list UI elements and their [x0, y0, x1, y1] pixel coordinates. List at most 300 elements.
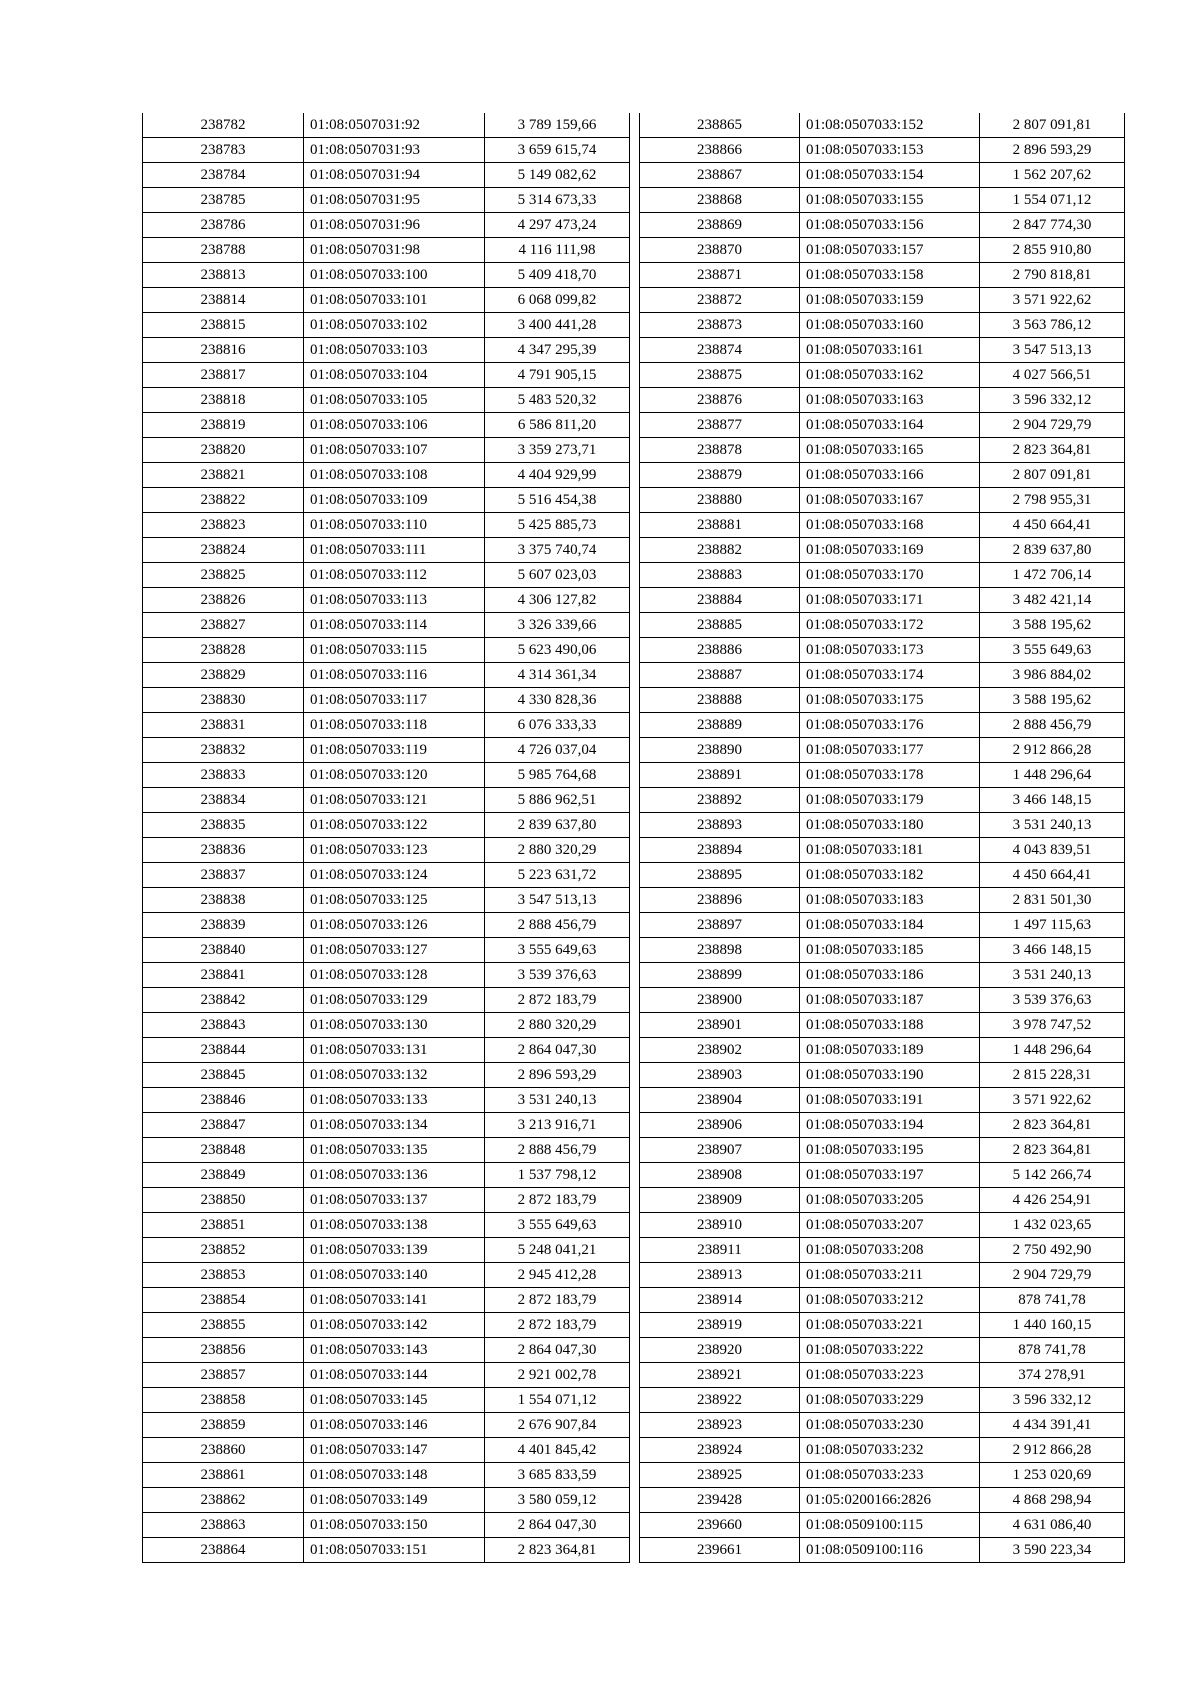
row-number-cell: 238823	[143, 513, 304, 538]
table-row	[143, 688, 630, 713]
value-cell: 3 555 649,63	[485, 938, 630, 963]
row-number-cell: 238821	[143, 463, 304, 488]
row-number-cell: 238837	[143, 863, 304, 888]
cadastral-number-cell: 01:08:0507033:148	[304, 1463, 485, 1488]
table-row	[143, 1188, 630, 1213]
row-number-cell: 238841	[143, 963, 304, 988]
cadastral-number-cell: 01:08:0507033:182	[800, 863, 980, 888]
cadastral-number-cell: 01:08:0507033:187	[800, 988, 980, 1013]
table-row	[143, 913, 630, 938]
row-number-cell: 238855	[143, 1313, 304, 1338]
row-number-cell: 238889	[640, 713, 800, 738]
cadastral-number-cell: 01:08:0507033:127	[304, 938, 485, 963]
table-row	[640, 138, 1125, 163]
value-cell: 3 596 332,12	[980, 1388, 1125, 1413]
value-cell: 3 539 376,63	[980, 988, 1125, 1013]
table-row	[640, 688, 1125, 713]
value-cell: 4 404 929,99	[485, 463, 630, 488]
cadastral-number-cell: 01:08:0507033:145	[304, 1388, 485, 1413]
value-cell: 2 823 364,81	[980, 1113, 1125, 1138]
value-cell: 1 537 798,12	[485, 1163, 630, 1188]
row-number-cell: 238786	[143, 213, 304, 238]
value-cell: 5 248 041,21	[485, 1238, 630, 1263]
value-cell: 1 554 071,12	[485, 1388, 630, 1413]
row-number-cell: 238906	[640, 1113, 800, 1138]
table-row	[640, 513, 1125, 538]
row-number-cell: 238872	[640, 288, 800, 313]
value-cell: 4 450 664,41	[980, 863, 1125, 888]
value-cell: 3 482 421,14	[980, 588, 1125, 613]
row-number-cell: 238842	[143, 988, 304, 1013]
value-cell: 2 888 456,79	[980, 713, 1125, 738]
table-row	[640, 1413, 1125, 1438]
table-row	[143, 163, 630, 188]
value-cell: 2 807 091,81	[980, 113, 1125, 138]
value-cell: 878 741,78	[980, 1338, 1125, 1363]
cadastral-number-cell: 01:08:0507033:144	[304, 1363, 485, 1388]
value-cell: 1 562 207,62	[980, 163, 1125, 188]
table-row	[143, 1038, 630, 1063]
row-number-cell: 238856	[143, 1338, 304, 1363]
value-cell: 374 278,91	[980, 1363, 1125, 1388]
value-cell: 3 571 922,62	[980, 288, 1125, 313]
cadastral-number-cell: 01:08:0507031:93	[304, 138, 485, 163]
cadastral-number-cell: 01:08:0507033:132	[304, 1063, 485, 1088]
cadastral-number-cell: 01:08:0507033:170	[800, 563, 980, 588]
table-row	[640, 363, 1125, 388]
value-cell: 2 864 047,30	[485, 1038, 630, 1063]
table-row	[640, 238, 1125, 263]
table-row	[143, 438, 630, 463]
table-row	[143, 888, 630, 913]
value-cell: 3 547 513,13	[980, 338, 1125, 363]
row-number-cell: 238890	[640, 738, 800, 763]
value-cell: 2 896 593,29	[980, 138, 1125, 163]
table-row	[143, 838, 630, 863]
table-row	[640, 713, 1125, 738]
table-row	[143, 213, 630, 238]
cadastral-number-cell: 01:08:0507033:166	[800, 463, 980, 488]
value-cell: 4 434 391,41	[980, 1413, 1125, 1438]
row-number-cell: 238902	[640, 1038, 800, 1063]
cadastral-number-cell: 01:08:0507033:232	[800, 1438, 980, 1463]
table-row	[640, 1138, 1125, 1163]
cadastral-number-cell: 01:08:0507033:162	[800, 363, 980, 388]
row-number-cell: 238826	[143, 588, 304, 613]
value-cell: 3 531 240,13	[980, 963, 1125, 988]
table-row	[640, 788, 1125, 813]
cadastral-number-cell: 01:08:0507033:229	[800, 1388, 980, 1413]
cadastral-number-cell: 01:08:0507033:152	[800, 113, 980, 138]
cadastral-number-cell: 01:08:0507033:118	[304, 713, 485, 738]
row-number-cell: 238819	[143, 413, 304, 438]
cadastral-number-cell: 01:08:0507033:156	[800, 213, 980, 238]
row-number-cell: 238825	[143, 563, 304, 588]
value-cell: 2 864 047,30	[485, 1513, 630, 1538]
value-cell: 3 588 195,62	[980, 688, 1125, 713]
value-cell: 3 588 195,62	[980, 613, 1125, 638]
value-cell: 3 466 148,15	[980, 788, 1125, 813]
row-number-cell: 238922	[640, 1388, 800, 1413]
table-row	[143, 463, 630, 488]
table-row	[640, 638, 1125, 663]
table-row	[640, 763, 1125, 788]
table-row	[143, 138, 630, 163]
value-cell: 2 864 047,30	[485, 1338, 630, 1363]
cadastral-number-cell: 01:08:0507033:123	[304, 838, 485, 863]
value-cell: 2 823 364,81	[485, 1538, 630, 1563]
value-cell: 2 945 412,28	[485, 1263, 630, 1288]
cadastral-number-cell: 01:08:0507033:174	[800, 663, 980, 688]
cadastral-number-cell: 01:08:0507033:175	[800, 688, 980, 713]
cadastral-number-cell: 01:08:0507033:208	[800, 1238, 980, 1263]
table-row	[143, 763, 630, 788]
value-cell: 3 531 240,13	[980, 813, 1125, 838]
cadastral-number-cell: 01:08:0507031:95	[304, 188, 485, 213]
table-row	[143, 1363, 630, 1388]
value-cell: 3 596 332,12	[980, 388, 1125, 413]
table-row	[143, 363, 630, 388]
value-cell: 2 872 183,79	[485, 1288, 630, 1313]
cadastral-number-cell: 01:08:0507033:176	[800, 713, 980, 738]
row-number-cell: 238788	[143, 238, 304, 263]
cadastral-number-cell: 01:08:0507033:168	[800, 513, 980, 538]
value-cell: 2 855 910,80	[980, 238, 1125, 263]
row-number-cell: 238870	[640, 238, 800, 263]
parcel-table-right-body	[640, 113, 1125, 1563]
row-number-cell: 238850	[143, 1188, 304, 1213]
cadastral-number-cell: 01:08:0507033:165	[800, 438, 980, 463]
row-number-cell: 238782	[143, 113, 304, 138]
value-cell: 4 314 361,34	[485, 663, 630, 688]
table-row	[640, 463, 1125, 488]
table-row	[143, 1338, 630, 1363]
row-number-cell: 238849	[143, 1163, 304, 1188]
value-cell: 6 068 099,82	[485, 288, 630, 313]
value-cell: 3 466 148,15	[980, 938, 1125, 963]
table-row	[640, 1463, 1125, 1488]
row-number-cell: 238830	[143, 688, 304, 713]
row-number-cell: 238815	[143, 313, 304, 338]
cadastral-number-cell: 01:08:0507033:109	[304, 488, 485, 513]
row-number-cell: 238893	[640, 813, 800, 838]
table-row	[143, 588, 630, 613]
value-cell: 1 448 296,64	[980, 1038, 1125, 1063]
row-number-cell: 238831	[143, 713, 304, 738]
cadastral-number-cell: 01:08:0507033:105	[304, 388, 485, 413]
row-number-cell: 238919	[640, 1313, 800, 1338]
table-row	[640, 663, 1125, 688]
row-number-cell: 238908	[640, 1163, 800, 1188]
table-row	[143, 1388, 630, 1413]
row-number-cell: 238894	[640, 838, 800, 863]
row-number-cell: 238845	[143, 1063, 304, 1088]
cadastral-number-cell: 01:08:0507033:112	[304, 563, 485, 588]
table-row	[143, 1288, 630, 1313]
value-cell: 3 531 240,13	[485, 1088, 630, 1113]
value-cell: 5 623 490,06	[485, 638, 630, 663]
row-number-cell: 238884	[640, 588, 800, 613]
row-number-cell: 238883	[640, 563, 800, 588]
cadastral-number-cell: 01:08:0507033:101	[304, 288, 485, 313]
value-cell: 3 978 747,52	[980, 1013, 1125, 1038]
cadastral-number-cell: 01:08:0507033:113	[304, 588, 485, 613]
row-number-cell: 238892	[640, 788, 800, 813]
row-number-cell: 238875	[640, 363, 800, 388]
table-row	[640, 538, 1125, 563]
value-cell: 4 450 664,41	[980, 513, 1125, 538]
row-number-cell: 238920	[640, 1338, 800, 1363]
cadastral-number-cell: 01:08:0507033:190	[800, 1063, 980, 1088]
table-row	[640, 863, 1125, 888]
table-row	[143, 238, 630, 263]
row-number-cell: 238910	[640, 1213, 800, 1238]
cadastral-number-cell: 01:08:0507031:98	[304, 238, 485, 263]
row-number-cell: 238865	[640, 113, 800, 138]
table-row	[143, 663, 630, 688]
value-cell: 4 791 905,15	[485, 363, 630, 388]
table-row	[640, 1013, 1125, 1038]
table-row	[640, 1263, 1125, 1288]
table-row	[640, 263, 1125, 288]
row-number-cell: 239661	[640, 1538, 800, 1563]
table-row	[143, 113, 630, 138]
value-cell: 2 880 320,29	[485, 1013, 630, 1038]
value-cell: 2 676 907,84	[485, 1413, 630, 1438]
row-number-cell: 238885	[640, 613, 800, 638]
row-number-cell: 238871	[640, 263, 800, 288]
table-row	[143, 513, 630, 538]
cadastral-number-cell: 01:08:0507033:131	[304, 1038, 485, 1063]
cadastral-number-cell: 01:08:0507033:151	[304, 1538, 485, 1563]
cadastral-number-cell: 01:08:0507033:124	[304, 863, 485, 888]
value-cell: 2 912 866,28	[980, 738, 1125, 763]
cadastral-number-cell: 01:08:0507033:159	[800, 288, 980, 313]
value-cell: 5 516 454,38	[485, 488, 630, 513]
table-row	[143, 1513, 630, 1538]
row-number-cell: 238895	[640, 863, 800, 888]
table-row	[143, 1263, 630, 1288]
value-cell: 3 375 740,74	[485, 538, 630, 563]
value-cell: 1 440 160,15	[980, 1313, 1125, 1338]
table-row	[143, 938, 630, 963]
row-number-cell: 238923	[640, 1413, 800, 1438]
value-cell: 5 985 764,68	[485, 763, 630, 788]
cadastral-number-cell: 01:08:0507033:233	[800, 1463, 980, 1488]
table-row	[640, 188, 1125, 213]
value-cell: 5 314 673,33	[485, 188, 630, 213]
cadastral-number-cell: 01:08:0507033:129	[304, 988, 485, 1013]
cadastral-number-cell: 01:08:0507033:138	[304, 1213, 485, 1238]
cadastral-number-cell: 01:08:0507033:134	[304, 1113, 485, 1138]
table-row	[143, 713, 630, 738]
cadastral-number-cell: 01:08:0507033:186	[800, 963, 980, 988]
value-cell: 3 789 159,66	[485, 113, 630, 138]
table-row	[640, 988, 1125, 1013]
row-number-cell: 238857	[143, 1363, 304, 1388]
value-cell: 2 904 729,79	[980, 1263, 1125, 1288]
value-cell: 3 547 513,13	[485, 888, 630, 913]
table-row	[640, 288, 1125, 313]
cadastral-number-cell: 01:08:0507033:146	[304, 1413, 485, 1438]
table-row	[143, 1538, 630, 1563]
row-number-cell: 238853	[143, 1263, 304, 1288]
row-number-cell: 238861	[143, 1463, 304, 1488]
value-cell: 2 888 456,79	[485, 913, 630, 938]
value-cell: 4 726 037,04	[485, 738, 630, 763]
cadastral-number-cell: 01:08:0507033:184	[800, 913, 980, 938]
cadastral-number-cell: 01:08:0507033:111	[304, 538, 485, 563]
table-row	[143, 638, 630, 663]
cadastral-number-cell: 01:05:0200166:2826	[800, 1488, 980, 1513]
table-row	[640, 1338, 1125, 1363]
value-cell: 2 823 364,81	[980, 1138, 1125, 1163]
cadastral-number-cell: 01:08:0507033:167	[800, 488, 980, 513]
cadastral-number-cell: 01:08:0507033:106	[304, 413, 485, 438]
value-cell: 4 426 254,91	[980, 1188, 1125, 1213]
row-number-cell: 238866	[640, 138, 800, 163]
row-number-cell: 238881	[640, 513, 800, 538]
value-cell: 2 790 818,81	[980, 263, 1125, 288]
row-number-cell: 238851	[143, 1213, 304, 1238]
row-number-cell: 238901	[640, 1013, 800, 1038]
row-number-cell: 238816	[143, 338, 304, 363]
row-number-cell: 238817	[143, 363, 304, 388]
value-cell: 3 400 441,28	[485, 313, 630, 338]
table-row	[143, 613, 630, 638]
cadastral-number-cell: 01:08:0507033:183	[800, 888, 980, 913]
table-row	[143, 1463, 630, 1488]
value-cell: 6 076 333,33	[485, 713, 630, 738]
value-cell: 2 847 774,30	[980, 213, 1125, 238]
cadastral-number-cell: 01:08:0507033:128	[304, 963, 485, 988]
row-number-cell: 238858	[143, 1388, 304, 1413]
table-row	[640, 338, 1125, 363]
table-row	[640, 1238, 1125, 1263]
row-number-cell: 238891	[640, 763, 800, 788]
cadastral-number-cell: 01:08:0507033:100	[304, 263, 485, 288]
value-cell: 4 868 298,94	[980, 1488, 1125, 1513]
table-row	[143, 1488, 630, 1513]
value-cell: 3 580 059,12	[485, 1488, 630, 1513]
value-cell: 3 555 649,63	[980, 638, 1125, 663]
row-number-cell: 238822	[143, 488, 304, 513]
table-row	[143, 988, 630, 1013]
table-row	[143, 388, 630, 413]
value-cell: 2 872 183,79	[485, 1188, 630, 1213]
cadastral-number-cell: 01:08:0507033:137	[304, 1188, 485, 1213]
row-number-cell: 238879	[640, 463, 800, 488]
row-number-cell: 238888	[640, 688, 800, 713]
table-row	[640, 1313, 1125, 1338]
cadastral-number-cell: 01:08:0507031:92	[304, 113, 485, 138]
table-row	[640, 438, 1125, 463]
cadastral-number-cell: 01:08:0507033:181	[800, 838, 980, 863]
row-number-cell: 238880	[640, 488, 800, 513]
value-cell: 3 359 273,71	[485, 438, 630, 463]
row-number-cell: 238784	[143, 163, 304, 188]
value-cell: 4 297 473,24	[485, 213, 630, 238]
row-number-cell: 238878	[640, 438, 800, 463]
cadastral-number-cell: 01:08:0507033:107	[304, 438, 485, 463]
cadastral-number-cell: 01:08:0507033:143	[304, 1338, 485, 1363]
cadastral-number-cell: 01:08:0507033:191	[800, 1088, 980, 1113]
value-cell: 5 483 520,32	[485, 388, 630, 413]
cadastral-number-cell: 01:08:0507033:115	[304, 638, 485, 663]
table-row	[640, 388, 1125, 413]
cadastral-number-cell: 01:08:0507033:161	[800, 338, 980, 363]
cadastral-number-cell: 01:08:0507033:119	[304, 738, 485, 763]
value-cell: 5 142 266,74	[980, 1163, 1125, 1188]
table-row	[640, 1438, 1125, 1463]
table-row	[640, 1113, 1125, 1138]
value-cell: 5 886 962,51	[485, 788, 630, 813]
cadastral-number-cell: 01:08:0507033:169	[800, 538, 980, 563]
row-number-cell: 238897	[640, 913, 800, 938]
table-row	[640, 738, 1125, 763]
value-cell: 5 223 631,72	[485, 863, 630, 888]
table-row	[640, 813, 1125, 838]
row-number-cell: 238873	[640, 313, 800, 338]
cadastral-number-cell: 01:08:0507033:195	[800, 1138, 980, 1163]
table-row	[143, 1113, 630, 1138]
value-cell: 878 741,78	[980, 1288, 1125, 1313]
row-number-cell: 238846	[143, 1088, 304, 1113]
row-number-cell: 239428	[640, 1488, 800, 1513]
row-number-cell: 238914	[640, 1288, 800, 1313]
cadastral-number-cell: 01:08:0507033:114	[304, 613, 485, 638]
cadastral-number-cell: 01:08:0507033:189	[800, 1038, 980, 1063]
cadastral-number-cell: 01:08:0507033:116	[304, 663, 485, 688]
table-row	[143, 263, 630, 288]
table-row	[640, 1163, 1125, 1188]
table-row	[640, 563, 1125, 588]
value-cell: 2 839 637,80	[485, 813, 630, 838]
cadastral-number-cell: 01:08:0507033:179	[800, 788, 980, 813]
table-row	[640, 938, 1125, 963]
row-number-cell: 238869	[640, 213, 800, 238]
row-number-cell: 238921	[640, 1363, 800, 1388]
cadastral-number-cell: 01:08:0507033:140	[304, 1263, 485, 1288]
cadastral-number-cell: 01:08:0507031:96	[304, 213, 485, 238]
table-row	[640, 1388, 1125, 1413]
table-row	[640, 913, 1125, 938]
cadastral-number-cell: 01:08:0507033:188	[800, 1013, 980, 1038]
value-cell: 1 448 296,64	[980, 763, 1125, 788]
row-number-cell: 238887	[640, 663, 800, 688]
value-cell: 3 213 916,71	[485, 1113, 630, 1138]
value-cell: 3 685 833,59	[485, 1463, 630, 1488]
row-number-cell: 238813	[143, 263, 304, 288]
value-cell: 3 590 223,34	[980, 1538, 1125, 1563]
parcel-table-left-body	[143, 113, 630, 1563]
table-row	[640, 613, 1125, 638]
table-row	[143, 1413, 630, 1438]
value-cell: 2 798 955,31	[980, 488, 1125, 513]
table-row	[640, 1538, 1125, 1563]
value-cell: 2 815 228,31	[980, 1063, 1125, 1088]
cadastral-number-cell: 01:08:0507033:173	[800, 638, 980, 663]
row-number-cell: 238814	[143, 288, 304, 313]
value-cell: 3 539 376,63	[485, 963, 630, 988]
table-row	[143, 738, 630, 763]
value-cell: 2 750 492,90	[980, 1238, 1125, 1263]
cadastral-number-cell: 01:08:0507033:154	[800, 163, 980, 188]
row-number-cell: 238848	[143, 1138, 304, 1163]
value-cell: 3 986 884,02	[980, 663, 1125, 688]
row-number-cell: 238854	[143, 1288, 304, 1313]
cadastral-number-cell: 01:08:0507033:155	[800, 188, 980, 213]
